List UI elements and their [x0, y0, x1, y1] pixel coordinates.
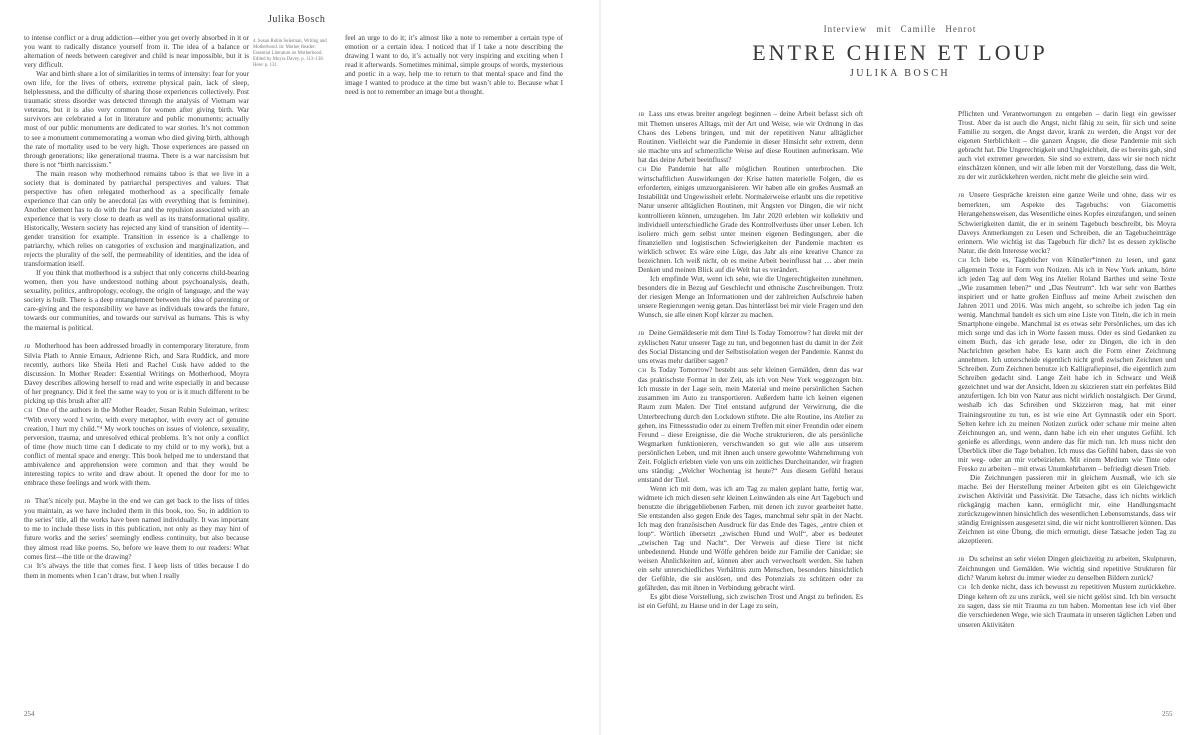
paragraph-text: One of the authors in the Mother Reader, Susan Rubin Suleiman, writes: “With every word I write, with every metaphor, with every act of genuine creation, I hurt my child.”⁴ My work touches on issues of violence, sexuality, perversion, trauma, and unresolved ethical problems. It’s not only a conflict of time (how much time can I dedicate to my child or to my work), but a conflict of mental space and energy. This book helped me to understand that ambivalence and apprehension were common and that they would be interesting topics to write and draw about. It opened the door for me to embrace these feelings and work with them.: [24, 405, 249, 488]
paragraph-text: It’s always the title that comes first. I keep lists of titles because I do them in moments when I can’t draw, but when I really: [24, 561, 249, 580]
paragraph: [24, 562, 249, 581]
text-column-3: [638, 110, 863, 612]
speaker-label: CH: [958, 257, 967, 264]
text-column-4: [958, 110, 1176, 630]
paragraph: [24, 269, 249, 332]
paragraph: [638, 110, 863, 165]
paragraph: [638, 329, 863, 366]
speaker-label: JB: [24, 499, 31, 506]
paragraph-text: War and birth share a lot of similarities in terms of intensity: fear for your own life, for the lives of others, extreme physical pain, lack of sleep, helplessness, and the difficulty of sharing those experiences collectively. Post traumatic stress disorder was detected through the analysis of Vietnam war veterans, but it is also very common for women after giving birth. War survivors are celebrated a lot in literature and public monuments; actually most of our public monuments are dedicated to war stories. It’s not common to see a monument commemorating a woman who died giving birth, although the rate of mortality used to be very high. Those experiences are passed on through generations; like generational trauma. There is a war narcissism but there is not “birth narcissism.”: [24, 70, 249, 169]
speaker-label: JB: [638, 331, 645, 338]
footnote: 4. Susan Rubin Suleiman, Writing and Motherhood. In: Mother Reader: Essential Literature on Motherhood. Edited by Moyra Davey. p. 113–138. Here: p. 131.: [253, 39, 327, 68]
paragraph-text: Du scheinst an sehr vielen Dingen gleichzeitig zu arbeiten, Skulpturen, Zeichnungen und Gemälden. Wie wichtig sind repetitive Strukturen für dich? Warum kehrst du immer wieder zu denselben Bildern zurück?: [958, 555, 1176, 583]
paragraph-text: Wenn ich mit dem, was ich am Tag zu malen geplant hatte, fertig war, widmete ich mich diesen sehr kleinen Leinwänden als eine Art Tagebuch und benutzte die übriggebliebenen Farben, mit denen ich zuvor gearbeitet hatte. Sie entstanden also gegen Ende des Tages, manchmal sehr spät in der Nacht. Ich mag den französischen Ausdruck für das Ende des Tages, „entre chien et loup“. Wörtlich übersetzt „zwischen Hund und Wolf“, aber es bedeutet „zwischen Tag und Nacht“. Der Verweis auf diese Tiere ist nicht unbedeutend. Hunde und Wölfe gehören beide zur Familie der Canidae; sie weisen Ähnlichkeiten auf, können aber auch verwechselt werden. Sie haben ein sehr unterschiedliches Verhältnis zum Menschen, besonders hinsichtlich der Gefühle, die sie auslösen, und des Potenzials zu schützen oder zu gefährden, das mit ihnen in Verbindung gebracht wird.: [638, 484, 863, 593]
speaker-label: JB: [24, 343, 31, 350]
paragraph-text: Lass uns etwas breiter angelegt beginnen – deine Arbeit befasst sich oft mit Themen unseres Alltags, mit der Art und Weise, wie wir Ordnung in das Chaos des Lebens bringen, und mit der repetitiven Natur alltäglicher Routinen. Vielleicht war die Pandemie in dieser Hinsicht sehr extrem, denn sie machte uns auf schmerzliche Weise auf diese Routinen aufmerksam. Wie hat das deine Arbeit beeinflusst?: [638, 110, 863, 165]
speaker-label: CH: [24, 563, 33, 570]
page-gutter: [599, 0, 601, 735]
paragraph: [958, 191, 1176, 255]
page-number-right: 255: [1162, 710, 1173, 718]
paragraph-text: Pflichten und Verantwortungen zu entgehen – darin liegt ein gewisser Trost. Aber da ist auch die Angst, nicht fähig zu sein, für sich und seine Familie zu sorgen, die Angst davor, krank zu werden, die Angst vor der eigenen Sterblichkeit – die ganzen Ängste, die diese Pandemie mit sich gebracht hat. Die Ungerechtigkeit und Ungleichheit, die es bereits gab, sind auch viel extremer geworden. Sie sind so extrem, dass wir sie noch nicht einschätzen können, und wir alle leben mit der Vorstellung, dass die Welt, zu der wir zurückkehren werden, nicht mehr die gleiche sein wird.: [958, 110, 1176, 182]
paragraph-text: Die Pandemie hat alle möglichen Routinen unterbrochen. Die wirtschaftlichen Auswirkungen der Krise hatten materielle Folgen, die es erforderten, einiges umzuorganisieren. Wir haben alle ein großes Ausmaß an Instabilität und Ungewissheit erlebt. Normalerweise erlaubt uns die repetitive Natur unserer alltäglichen Routinen, mit Ängsten vor Dingen, die wir nicht kontrollieren können, umzugehen. Im Jahr 2020 erlebten wir kollektiv und individuell unterschiedliche Grade des Kontrollverlusts über unser Leben. Ich isoliere mich gern selbst unter meinen eigenen Bedingungen, aber die finanziellen und logistischen Schwierigkeiten der Pandemie machten es wirklich schwer. Es wäre eine Lüge, das Jahr als eine kreative Chance zu bezeichnen. Ich weiß nicht, ob es meine Arbeit beeinflusst hat … aber mein Denken und meinen Blick auf die Welt hat es verändert.: [638, 165, 863, 274]
paragraph-text: Ich denke nicht, dass ich bewusst zu repetitiven Mustern zurückkehre. Dinge kehren oft zu uns zurück, weil sie nicht gelöst sind. Ich bin versucht zu sagen, dass sie mit Trauma zu tun haben. Momentan lese ich viel über die verschiedenen Wege, wie sich Traumata in unseren täglichen Leben und unseren Aktivitäten: [958, 583, 1176, 629]
paragraph: [24, 70, 249, 170]
speaker-label: CH: [638, 368, 647, 375]
paragraph-text: Ich empfinde Wut, wenn ich sehe, wie die Ungerechtigkeiten zunehmen, besonders die in Bezug auf Geschlecht und ethnische Zuschreibungen. Trotz der riesigen Menge an Informationen und der zahlreichen Aufschreie haben unsere Regierungen wenig getan. Das hinterlässt bei mir viele Fragen und den Wunsch, sie alle einen Kopf kürzer zu machen.: [638, 274, 863, 320]
text-column-2: [345, 34, 563, 97]
speaker-label: JB: [638, 112, 645, 118]
paragraph: [345, 34, 563, 97]
paragraph: [638, 593, 863, 611]
paragraph-text: The main reason why motherhood remains taboo is that we live in a society that is dominated by patriarchal perspectives and values. That perspective has often relegated motherhood as a specifically female experience that can only be anecdotal (as with everything that is feminine). Another element has to do with the fear and the repulsion associated with an experience that is very close to death as well as its transformational quality. Historically, Western society has rejected any kind of transition of identity—gender transition for example. Transition in essence is a challenge to patriarchy, which relies on categories of exclusion and marginalization, and rejects the plurality of the self, the permeability of identities, and the idea of transformation itself.: [24, 169, 249, 269]
interview-kicker: Interview mit Camille Henrot: [823, 24, 977, 34]
paragraph-text: If you think that motherhood is a subject that only concerns child-bearing women, then you have understood nothing about psychoanalysis, death, sexuality, politics, anthropology, ecology, the origin of language, and the way society is built. There is a deep entanglement between the idea of parenting or care-giving and the responsibility we have as individuals towards the future, towards our communities, and towards our survival as humans. This is why the maternal is political.: [24, 269, 249, 332]
paragraph-text: Is Today Tomorrow? besteht aus sehr kleinen Gemälden, denn das war das praktischste Format in der Zeit, als ich von New York weggezogen bin. Ich musste in der Lage sein, mein Material und meine persönlichen Sachen zusammen im Auto zu transportieren. Außerdem hatte ich keinen eigenen Raum zum Malen. Der Titel entstand aufgrund der Verwirrung, die die Unterbrechung durch den Lockdown stiftete. Die alte Routine, ins Atelier zu gehen, ins Fitnessstudio oder zu einem Treffen mit einer Freundin oder einem Freund – diese Ereignisse, die die Woche strukturieren, die als persönliche Wegmarken funktionieren, verschwanden so gut wie alle aus unserem persönlichen Leben, und mit ihnen auch unsere gewohnte Wahrnehmung von Zeit. Folglich erlebten viele von uns ein zeitliches Durcheinander, wir fragten uns ständig: „Welcher Wochentag ist heute?“ Aus diesem Gefühl heraus entstand der Titel.: [638, 366, 863, 484]
paragraph: [958, 583, 1176, 629]
speaker-label: JB: [958, 557, 965, 564]
paragraph-text: Es gibt diese Vorstellung, sich zwischen Trost und Angst zu befinden. Es ist ein Gefühl, zu Hause und in der Lage zu sein,: [638, 593, 863, 611]
paragraph-text: That’s nicely put. Maybe in the end we can get back to the lists of titles you maintain, as we have included them in this book, too. So, in addition to the series’ title, all the works have been named individually. It was important to me to include these lists in this publication, not only as they may hint of future works and the series’ seemingly endless continuity, but also because they almost read like poems. So, before we leave them to our readers: What comes first—the title or the drawing?: [24, 497, 249, 561]
article-title: ENTRE CHIEN ET LOUP: [752, 40, 1048, 65]
paragraph: [638, 275, 863, 320]
paragraph: [24, 342, 249, 406]
speaker-label: CH: [24, 407, 33, 414]
page-number-left: 254: [24, 710, 35, 718]
paragraph: [638, 366, 863, 485]
paragraph-text: to intense conflict or a drug addiction—either you get overly absorbed in it or you want to radically distance yourself from it. The idea of a balance or alternation of needs between caregiver and child is near impossible, but it is very difficult.: [24, 34, 249, 70]
paragraph-text: Ich liebe es, Tagebücher von Künstler*innen zu lesen, und ganz allgemein Texte in Form von Notizen. Als ich in New York ankam, hörte ich jeden Tag auf dem Weg ins Atelier Roland Barthes und seine Texte „Wie zusammen leben?“ und „Das Neutrum“. Ich war sehr von Barthes inspiriert und er hatte großen Einfluss auf meine Arbeit zwischen den Jahren 2011 und 2016. Was mich angeht, so schreibe ich jeden Tag ein wenig. Manchmal handelt es sich um eine Liste von Titeln, die ich in mein Smartphone eingebe. Manchmal ist es etwas sehr Persönliches, um das ich mich sorge und das ich in Worte fassen muss. Oder es sind Gedanken zu einem Buch, das ich gerade lese, oder zu Dingen, die ich in den Nachrichten gesehen habe. Es kann auch die Form einer Zeichnung annehmen. Ich unterscheide eigentlich nicht groß zwischen Zeichnen und Schreiben. Zum Zeichnen benutze ich Kalligrafiepinsel, die eigentlich zum Schreiben gedacht sind. Lange Zeit habe ich in Schwarz und Weiß gezeichnet und war der Ansicht, Ideen zu skizzieren statt ein perfektes Bild anzufertigen. Ich bin von Natur aus nicht wirklich nostalgisch. Der Grund, weshalb ich das Schreiben und Skizzieren mag, hat mit einer Trainingsroutine zu tun, es ist wie eine Art Gymnastik oder ein Sport. Selten kehre ich zu meinen Notizen zurück oder schaue mir meine alten Zeichnungen an, und wenn, dann habe ich ein eher ungutes Gefühl. Ich genieße es allerdings, wenn andere das für mich tun. Ich muss nicht den Überblick über die Tage behalten. Ich muss das Gefühl haben, dass sie von mir weg- oder an mir vorbeiziehen. Mit einem Medium wie Tinte oder Fresko zu arbeiten – mit etwas Unumkehrbarem – befriedigt diesen Trieb.: [958, 255, 1176, 473]
paragraph-text: Deine Gemäldeserie mit dem Titel Is Today Tomorrow? hat direkt mit der zyklischen Natur unserer Tage zu tun, und begonnen hast du damit in der Zeit des Social Distancing und der Selbstisolation wegen der Pandemie. Kannst du uns etwas mehr darüber sagen?: [638, 329, 863, 366]
speaker-label: JB: [958, 193, 965, 200]
speaker-label: CH: [638, 167, 647, 174]
paragraph-text: Unsere Gespräche kreisten eine ganze Weile und ohne, dass wir es bemerkten, um Aspekte des Tagebuchs: von Giacomettis Herangehensweisen, das Wesentliche eines Kopfes einzufangen, und seinen Schwierigkeiten damit, die er in seinem Tagebuch beschreibt, bis Moyra Daveys Anmerkungen zu Lesen und Schreiben, die an Tagebucheinträge erinnern. Wie wichtig ist das Tagebuch für dich? Ist es dessen zyklische Natur, die dein Interesse weckt?: [958, 191, 1176, 255]
paragraph: [24, 406, 249, 488]
running-head: Julika Bosch: [268, 14, 326, 25]
paragraph: [958, 555, 1176, 583]
paragraph-text: Die Zeichnungen passieren mir in gleichem Ausmaß, wie ich sie mache. Bei der Herstellung meiner Arbeiten gibt es ein Gleichgewicht zwischen Aktivität und Passivität. Die Tatsache, dass ich nichts wirklich rückgängig machen kann, ermöglicht mir, eine Handlungsmacht zurückzugewinnen hinsichtlich des wesentlichen Lebensumstands, dass wir ständig Ereignissen ausgesetzt sind, die wir nicht kontrollieren können. Das Zeichnen ist eine Übung, die mich ermutigt, diese Tatsache jeden Tag zu akzeptieren.: [958, 473, 1176, 546]
paragraph: [24, 34, 249, 70]
paragraph: [958, 474, 1176, 546]
text-column-1: [24, 34, 249, 581]
paragraph-text: feel an urge to do it; it’s almost like a note to remember a certain type of emotion or a certain idea. I noticed that if I take a note describing the drawing I want to do, it’s actually not very inspiring and exciting when I read it afterwards. Sometimes minimal, simple groups of words, mysterious and poetic in a way, help me to return to that mental space and find the image I wanted to produce at the time but wasn’t able to. Because what I need is not to remember an image but a thought.: [345, 34, 563, 97]
speaker-label: CH: [958, 585, 967, 592]
paragraph: [24, 497, 249, 561]
paragraph: [24, 170, 249, 270]
paragraph: [958, 110, 1176, 182]
article-author: JULIKA BOSCH: [849, 68, 951, 79]
paragraph: [638, 485, 863, 594]
paragraph: [638, 165, 863, 275]
paragraph: [958, 256, 1176, 474]
paragraph-text: Motherhood has been addressed broadly in contemporary literature, from Silvia Plath to Annie Ernaux, Adrienne Rich, and Sara Ruddick, and more recently, authors like Sheila Heti and Rachel Cusk have added to the discussion. In Mother Reader: Essential Writings on Motherhood, Moyra Davey describes allowing herself to read and write especially in and because of her pregnancy. Did it feel the same way to you or is it much different to be picking up this brush after all?: [24, 341, 249, 405]
